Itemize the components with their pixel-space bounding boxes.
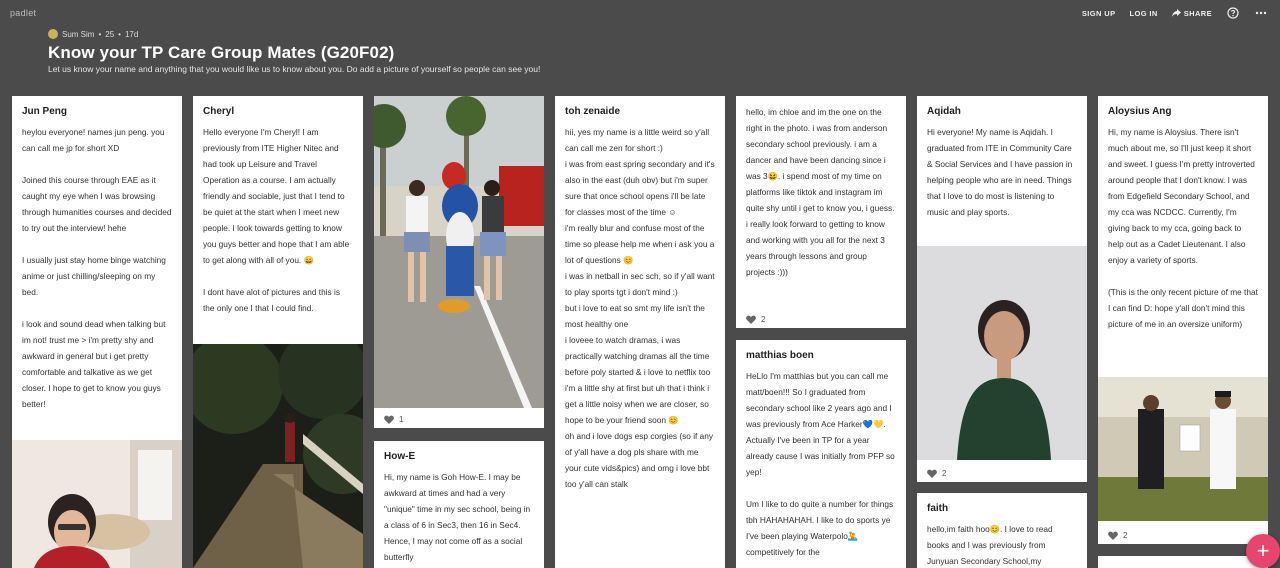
heart-icon [384,415,394,424]
like-button[interactable] [927,469,946,478]
post-card-aloysius-ang[interactable] [1098,96,1268,544]
post-card-how-e[interactable] [374,441,544,568]
plus-icon: + [1256,538,1270,563]
post-title: faith [927,503,949,514]
author-avatar[interactable] [48,29,58,39]
author-name[interactable]: Sum Sim [62,29,95,39]
login-link[interactable]: LOG IN [1129,8,1158,18]
header-age: 17d [124,29,139,39]
post-card-matthias-boen[interactable] [736,340,906,568]
dot-separator: • [98,29,102,39]
post-body: Hi, my name is Aloysius. There isn't much about me, so I'll just keep it short and sweet. I guess I'm pretty introverted around people that I don't know. I was from Edgefield Secondary School, and my cca was NCDCC. Currently, I'm giving back to my cca, going back to help out as a Cadet Lieutenant. I also enjoy a variety of sports. (This is the only recent picture of me that I can find D: hope y'all don't mind this picture of me in an oversize uniform) [1108,127,1258,329]
post-card-jun-peng[interactable] [12,96,182,440]
post-title: Cheryl [203,106,235,117]
page-subtitle: Let us know your name and anything that you would like us to know about you. Do add a picture of yourself so people can see you! [48,64,541,74]
like-button[interactable] [384,415,403,424]
share-arrow-icon [1172,9,1181,17]
post-card-photo-woody[interactable] [374,96,544,428]
help-button[interactable] [1226,6,1240,20]
post-photo-jun-peng[interactable] [12,440,182,568]
theme-park-photo-image [374,96,544,408]
post-card-aqidah[interactable] [917,96,1087,482]
top-links [1082,6,1268,20]
post-title: How-E [384,451,416,462]
post-body: Hello everyone I'm Cheryl! I am previously from ITE Higher Nitec and had took up Leisure and Travel Operation as a course. I am actually friendly and sociable, just that I tend to be quiet at the start when I meet new people. I look towards getting to know you guys better and hope that I am able to get along with all of you. 😄 I dont have alot of pictures and this is the only one I that I could find. [203,127,350,313]
post-body: Hi everyone! My name is Aqidah. I graduated from ITE in Community Care & Social Services and I have passion in helping people who are in need. Things that I love to do most is listening to music and play sports. [927,127,1073,217]
selfie-photo-image [12,440,182,568]
add-post-button[interactable] [1246,534,1280,568]
post-title: matthias boen [746,350,814,361]
post-body: hello,im faith hoo😊. I love to read books and I was previously from Junyuan Secondary School,my [927,524,1053,566]
share-button[interactable] [1172,9,1212,18]
portrait-photo-image [917,246,1087,460]
page-title: Know your TP Care Group Mates (G20F02) [48,43,395,62]
more-options-button[interactable] [1254,6,1268,20]
like-button[interactable] [1108,531,1127,540]
heart-icon [1108,531,1118,540]
post-title: Aqidah [927,106,961,117]
help-icon [1227,7,1239,19]
post-card-faith[interactable] [917,493,1087,568]
like-count: 1 [399,415,404,424]
post-card-cheryl[interactable] [193,96,363,344]
post-body: HeLlo I'm matthias but you can call me matt/boen!!! So I graduated from secondary school like 2 years ago and I was previously from Ace Harker💙💛. Actually I've been in TP for a year already cause I was initially from PFP so yep! Um I like to do quite a number for things tbh HAHAHAHAH. I like to do sports ye I've been playing Waterpolo🤽 competitively for the [746,371,895,557]
signup-link[interactable]: SIGN UP [1081,8,1116,18]
post-card-chloe[interactable] [736,96,906,328]
heart-icon [746,315,756,324]
post-card-toh-zenaide[interactable] [555,96,725,568]
post-photo-cheryl[interactable] [193,344,363,568]
header-meta [48,28,1248,40]
like-count: 2 [942,469,947,478]
heart-icon [927,469,937,478]
post-title: Aloysius Ang [1108,106,1172,117]
post-body: hii, yes my name is a little weird so y'all can call me zen for short :) i was from east spring secondary and it's also in the east (duh obv) but i'm super sure that once school opens i'll be late for classes most of the time ☺ i'm really blur and confuse most of the time so please help me when i ask you a lot of questions 😊 i was in netball in sec sch, so if y'all want to play sports tgt i don't mind :) but i love to eat so smt my life isn't the most healthy one i loveee to watch dramas, i was practically watching dramas all the time before poly started & i love to netflix too i'm a little shy at first but uh that i think i get a little noisy when we are closer, so hope to be your friend soon 😊 oh and i love dogs esp corgies (so if any of y'all have a dog pls share with me your cute vids&pics) and omg i love bbt too y'all can stalk [565,127,715,489]
post-title: Jun Peng [22,106,68,117]
post-body: heylou everyone! names jun peng. you can call me jp for short XD Joined this course through EAE as it caught my eye when I was browsing through humanities courses and decided to try out the interview! hehe I usually just stay home binge watching anime or just chilling/sleeping on my bed. i look and sound dead when talking but im not! trust me > i'm pretty shy and awkward in general but i get pretty comfortable and talkative as we get closer. I hope to get to know you guys better! [22,127,172,409]
boardwalk-night-photo-image [193,344,363,568]
post-body: Hi, my name is Goh How-E. I may be awkward at times and had a very "unique" time in my sec school, being in a class of 6 in Sec3, then 16 in Sec4. Hence, I may not come off as a social butterfly [384,472,531,562]
share-label: SHARE [1183,8,1212,18]
like-count: 2 [1123,531,1128,540]
top-bar [0,0,1280,28]
post-card-next-partial[interactable] [1098,556,1268,568]
like-button[interactable] [746,315,765,324]
dot-separator: • [118,29,121,39]
padlet-header [48,28,1248,74]
uniform-award-photo-image [1098,377,1268,521]
like-count: 2 [761,315,766,324]
post-body: hello, im chloe and im the one on the right in the photo. i was from anderson secondary school previously. i am a dancer and have been dancing since i was 3😆. i spend most of my time on platforms like tiktok and instagram im quite shy until i get to know you, i guess. i really look forward to getting to know and working with you all for the next 3 years through lessons and group projects :))) [746,107,895,277]
padlet-logo[interactable]: padlet [10,8,37,18]
more-dots-icon [1255,11,1267,15]
header-likes-count: 25 [105,29,115,39]
post-title: toh zenaide [565,106,621,117]
